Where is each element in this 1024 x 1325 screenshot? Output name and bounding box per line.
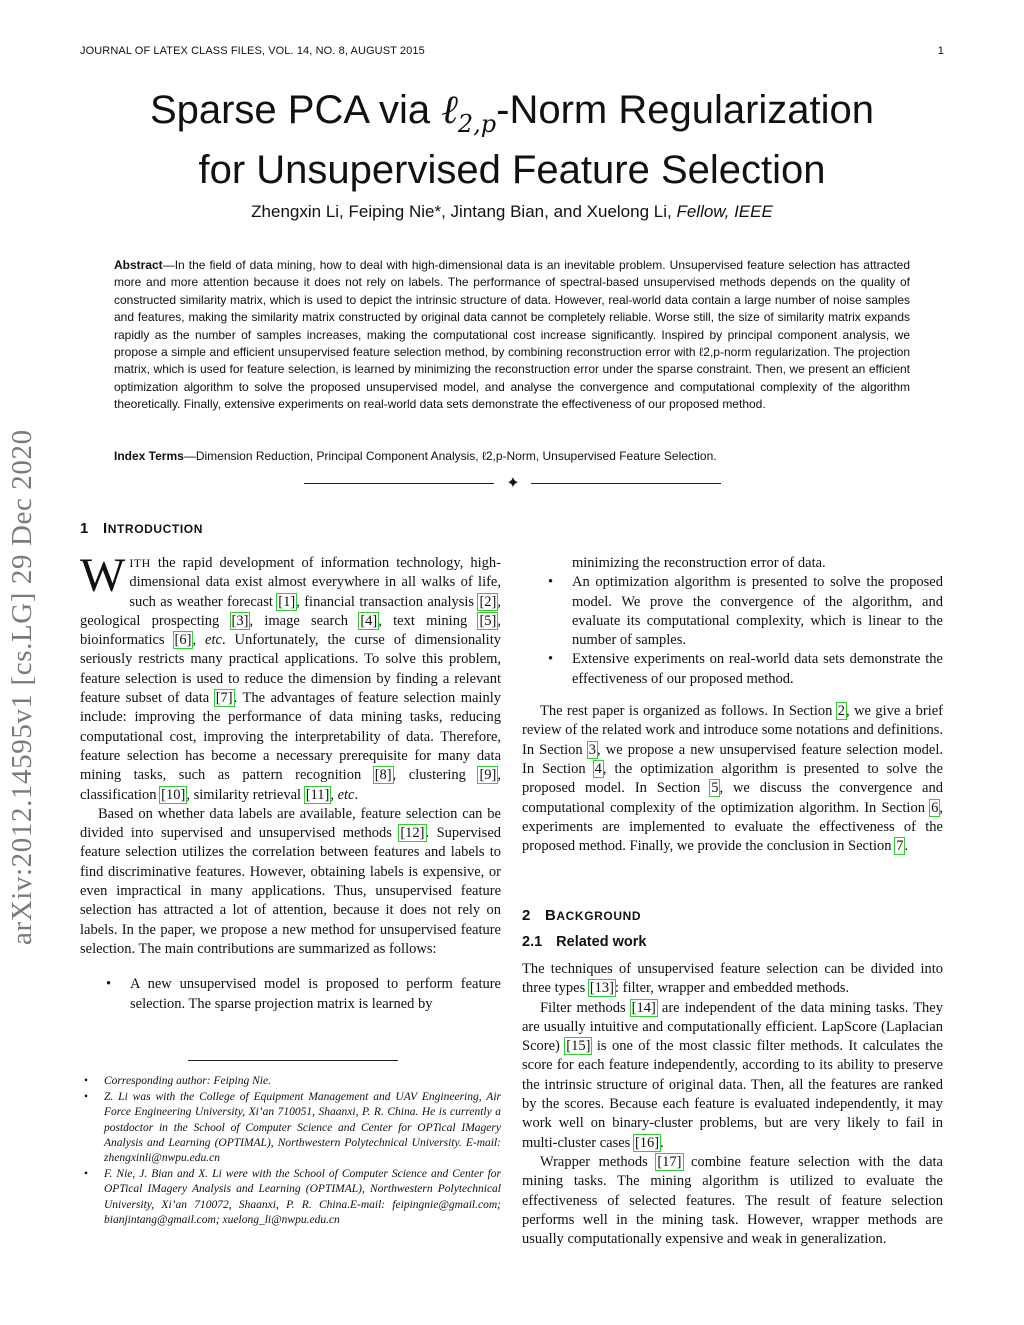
- running-head: [80, 45, 944, 57]
- footnote-affiliation-li: • Z. Li was with the College of Equipment Management and UAV Engineering, Air Force Engineering University, Xi’an 710051, Shaanxi, P. R. China. He is currently a postdoctor in the School of Computer Science and Center for OPTical IMagery Analysis and Learning (OPTIMAL), Northwestern Polytechnical University. E-mail: zhengxinli@nwpu.edu.cn: [80, 1090, 501, 1166]
- contribution-list-continued: [522, 573, 943, 689]
- citation-link[interactable]: [2]: [479, 593, 497, 610]
- right-column: [522, 554, 943, 856]
- citation-link[interactable]: [14]: [631, 999, 656, 1016]
- section-link[interactable]: 2: [837, 703, 846, 720]
- citation-link[interactable]: [4]: [360, 612, 378, 629]
- section-link[interactable]: 5: [711, 780, 719, 797]
- separator-rule-right: [531, 483, 721, 484]
- page-number: 1: [937, 45, 944, 57]
- section-link[interactable]: 6: [931, 799, 939, 816]
- citation-link[interactable]: [6]: [174, 632, 192, 649]
- subsection-2-1-heading: 2.1 Related work: [522, 934, 647, 950]
- footnote-affiliation-others: • F. Nie, J. Bian and X. Li were with the School of Computer Science and Center for OPTical IMagery Analysis and Learning (OPTIMAL), Northwestern Polytechnical University, Xi’an 710072, Shaanxi, P. R. China.E-mail: feipingnie@gmail.com; bianjintang@gmail.com; xuelong_li@nwpu.edu.cn: [80, 1167, 501, 1228]
- citation-link[interactable]: [8]: [374, 767, 392, 784]
- related-work-paragraph-3: Wrapper methods [17] combine feature selection with the data mining tasks. The mining algorithm is utilized to evaluate the effectiveness of selected features. The result of feature selection performs well in the mining task. However, wrapper methods are usually computationally expensive and weak in generalization.: [522, 1153, 943, 1248]
- citation-link[interactable]: [1]: [278, 593, 296, 610]
- contribution-item-1: • A new unsupervised model is proposed to perform feature selection. The sparse projection matrix is learned by: [80, 975, 501, 1014]
- citation-link[interactable]: [12]: [400, 825, 425, 842]
- title-line-2: for Unsupervised Feature Selection: [198, 148, 826, 192]
- contribution-list: [80, 975, 501, 1014]
- section-link[interactable]: 3: [588, 741, 597, 758]
- intro-paragraph-2: Based on whether data labels are available, feature selection can be divided into supervised and unsupervised methods [12]. Supervised feature selection utilizes the correlation between features and labels to find discriminative features. However, obtaining labels is expensive, or even impractical in many applications. Thus, unsupervised feature selection has attracted a lot of attention, because it does not rely on labels. In the paper, we propose a new method for unsupervised feature selection. The main contributions are summarized as follows:: [80, 805, 502, 957]
- contribution-item-3: • Extensive experiments on real-world data sets demonstrate the effectiveness of our proposed method.: [522, 650, 943, 689]
- title-line-1: Sparse PCA via ℓ$_{2,p}$-Norm Regularization: [149, 87, 875, 138]
- citation-link[interactable]: [17]: [657, 1153, 682, 1170]
- citation-link[interactable]: [3]: [231, 612, 249, 629]
- index-terms-text: —Dimension Reduction, Principal Component Analysis, ℓ2,p-Norm, Unsupervised Feature Selection.: [183, 449, 717, 463]
- separator-rule-left: [304, 483, 494, 484]
- index-terms-label: Index Terms: [114, 449, 184, 463]
- author-list: Zhengxin Li, Feiping Nie*, Jintang Bian, and Xuelong Li, Fellow, IEEE: [251, 202, 773, 221]
- footnote-rule: [188, 1060, 398, 1061]
- separator-diamond-icon: ✦: [506, 475, 520, 492]
- citation-link[interactable]: [7]: [215, 690, 233, 707]
- intro-paragraph-1: WITH the rapid development of information technology, high-dimensional data exist almost everywhere in all walks of life, such as weather forecast [1], financial transaction analysis [2], geological prospecting [3], image search [4], text mining [5], bioinformatics [6], etc. Unfortunately, the curse of dimensionality seriously restricts many practical applications. To solve this problem, feature selection is used to reduce the dimension by finding a relevant feature subset of data [7]. The advantages of feature selection mainly include: improving the performance of data mining tasks, reducing computational cost, improving the interpretability of data. Therefore, feature selection has become a necessary prerequisite for many data mining tasks, such as pattern recognition [8], clustering [9], classification [10], similarity retrieval [11], etc.: [80, 549, 501, 803]
- footnotes: [80, 1074, 501, 1229]
- arxiv-identifier[interactable]: arXiv:2012.14595v1 [cs.LG] 29 Dec 2020: [6, 429, 38, 945]
- left-column: [80, 549, 502, 1014]
- section-1-heading: 1 INTRODUCTION: [80, 520, 203, 537]
- citation-link[interactable]: [5]: [479, 612, 497, 629]
- abstract: [114, 257, 910, 414]
- drop-cap: W: [80, 549, 126, 602]
- related-work-paragraph-2: Filter methods [14] are independent of the data mining tasks. They are usually intuitive and computationally efficient. LapScore (Laplacian Score) [15] is one of the most classic filter methods. It calculates the score for each feature independently, according to its ability to preserve the intrinsic structure of original data. Then, all the features are ranked by the scores. Because each feature is evaluated independently, it may work well on binary-cluster problems, but are very likely to fail in multi-cluster cases [16].: [522, 999, 943, 1151]
- abstract-text: —In the field of data mining, how to deal with high-dimensional data is an inevitable problem. Unsupervised feature selection has attracted more and more attention because it does not rely on labels. The performance of spectral-based unsupervised methods depends on the quality of constructed similarity matrix, which is used to depict the intrinsic structure of data. However, real-world data contain a large number of noise samples and features, making the similarity matrix constructed by original data cannot be completely reliable. Worse still, the size of similarity matrix expands rapidly as the number of samples increases, making the computational cost increase significantly. Inspired by principal component analysis, we propose a simple and efficient unsupervised feature selection method, by combining reconstruction error with ℓ2,p-norm regularization. The projection matrix, which is used for feature selection, is learned by minimizing the reconstruction error under the sparse constraint. Then, we present an efficient optimization algorithm to solve the proposed unsupervised model, and analyse the convergence and computational complexity of the algorithm theoretically. Finally, extensive experiments on real-world data sets demonstrate the effectiveness of our proposed method.: [114, 258, 910, 412]
- intro-paragraph-3: The rest paper is organized as follows. In Section 2, we give a brief review of the related work and introduce some notations and definitions. In Section 3, we propose a new unsupervised feature selection model. In Section 4, the optimization algorithm is presented to solve the proposed model. In Section 5, we discuss the convergence and computational complexity of the optimization algorithm. In Section 6, experiments are implemented to evaluate the effectiveness of the proposed method. Finally, we provide the conclusion in Section 7.: [522, 703, 943, 855]
- citation-link[interactable]: [10]: [161, 786, 186, 803]
- right-column-section-2: [522, 960, 943, 1249]
- citation-link[interactable]: [13]: [589, 980, 615, 997]
- citation-link[interactable]: [15]: [566, 1038, 591, 1055]
- section-2-heading: 2 BACKGROUND: [522, 907, 642, 924]
- abstract-label: Abstract: [114, 258, 163, 272]
- l2p-norm-symbol: ℓ$_{2,p}$: [441, 87, 497, 138]
- index-terms: [114, 448, 910, 465]
- citation-link[interactable]: [11]: [305, 786, 330, 803]
- related-work-paragraph-1: The techniques of unsupervised feature selection can be divided into three types [13]: filter, wrapper and embedded methods.: [522, 961, 943, 997]
- fellow-ieee: Fellow, IEEE: [676, 202, 773, 221]
- journal-name: JOURNAL OF LATEX CLASS FILES, VOL. 14, NO. 8, AUGUST 2015: [80, 45, 425, 57]
- citation-link[interactable]: [9]: [479, 767, 497, 784]
- footnote-corresponding-author: • Corresponding author: Feiping Nie.: [80, 1074, 501, 1089]
- paper-title: [80, 87, 944, 193]
- section-link[interactable]: 7: [896, 838, 904, 855]
- section-link[interactable]: 4: [594, 760, 602, 777]
- contribution-item-2: • An optimization algorithm is presented to solve the proposed model. We prove the convergence of the algorithm, and evaluate its computational complexity, which is linear to the number of samples.: [522, 573, 943, 650]
- contribution-item-1-continued: minimizing the reconstruction error of data.: [572, 555, 826, 571]
- citation-link[interactable]: [16]: [634, 1134, 660, 1151]
